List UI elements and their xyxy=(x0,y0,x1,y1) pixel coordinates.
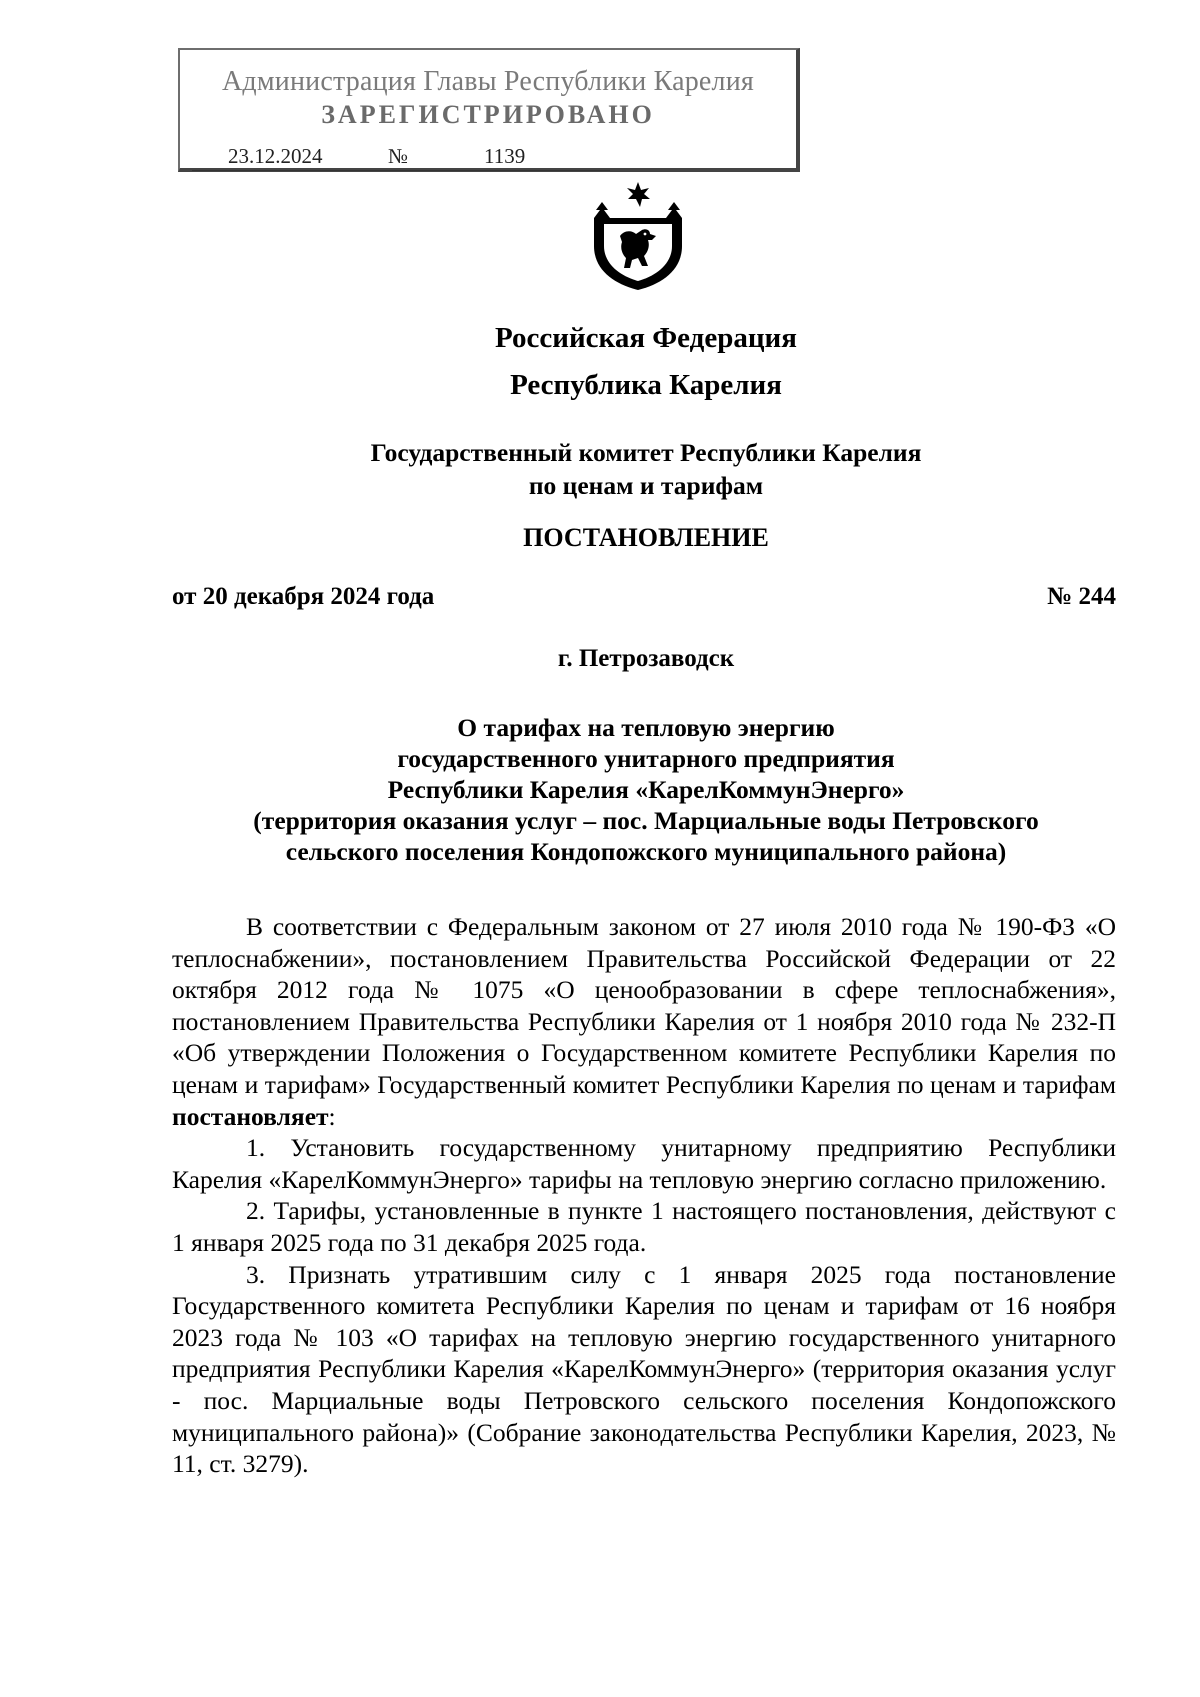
document-number: № 244 xyxy=(1047,583,1116,610)
title-line: Республики Карелия «КарелКоммунЭнерго» xyxy=(387,775,905,804)
karelia-coat-of-arms-icon xyxy=(590,180,686,292)
committee-heading-line2: по ценам и тарифам xyxy=(528,471,764,500)
document-type: ПОСТАНОВЛЕНИЕ xyxy=(523,523,769,552)
document-title xyxy=(150,712,1142,867)
stamp-number-sign: № xyxy=(388,144,409,168)
title-line: (территория оказания услуг – пос. Марциальные воды Петровского xyxy=(253,806,1039,835)
document-date: от 20 декабря 2024 года xyxy=(172,583,435,610)
preamble-paragraph xyxy=(172,911,1116,1132)
stamp-registration-row xyxy=(194,144,782,170)
republic-heading: Республика Карелия xyxy=(510,369,782,401)
decree-colon: : xyxy=(328,1101,336,1131)
title-line: государственного унитарного предприятия xyxy=(397,744,895,773)
stamp-number: 1139 xyxy=(484,144,526,168)
decree-word: постановляет xyxy=(172,1101,329,1131)
document-body xyxy=(172,911,1116,1480)
stamp-registered-label: ЗАРЕГИСТРИРОВАНО xyxy=(321,100,655,129)
item-2-paragraph: 2. Тарифы, установленные в пункте 1 настоящего постановления, действуют с 1 января 2025 года по 31 декабря 2025 года. xyxy=(172,1196,1116,1257)
item-3-paragraph: 3. Признать утратившим силу с 1 января 2025 года постановление Государственного комитета Республики Карелия по ценам и тарифам от 16 ноября 2023 года № 103 «О тарифах на тепловую энергию государственного унитарного предприятия Республики Карелия «КарелКоммунЭнерго» (территория оказания услуг - пос. Марциальные воды Петровского сельского поселения Кондопожского муниципального района)» (Собрание законодательства Республики Карелия, 2023, № 11, ст. 3279). xyxy=(172,1259,1116,1479)
title-line: сельского поселения Кондопожского муниципального района) xyxy=(285,837,1007,866)
title-line: О тарифах на тепловую энергию xyxy=(457,713,835,742)
committee-heading-line1: Государственный комитет Республики Карелия xyxy=(370,438,922,467)
stamp-date: 23.12.2024 xyxy=(228,144,323,168)
stamp-authority: Администрация Главы Республики Карелия xyxy=(222,66,754,97)
stamp-underline xyxy=(192,170,610,171)
item-1-paragraph: 1. Установить государственному унитарному предприятию Республики Карелия «КарелКоммунЭнерго» тарифы на тепловую энергию согласно приложению. xyxy=(172,1133,1116,1194)
document-city: г. Петрозаводск xyxy=(557,645,735,672)
document-date-row xyxy=(172,583,1116,615)
country-heading: Российская Федерация xyxy=(495,322,797,354)
preamble-text: В соответствии с Федеральным законом от 27 июля 2010 года № 190-ФЗ «О теплоснабжении», постановлением Правительства Российской Федерации от 22 октября 2012 года № 1075 «О ценообразовании в сфере теплоснабжения», постановлением Правительства Республики Карелия от 1 ноября 2010 года № 232-П «Об утверждении Положения о Государственном комитете Республики Карелия по ценам и тарифам» Государственный комитет Республики Карелия по ценам и тарифам xyxy=(172,912,1116,1099)
registration-stamp xyxy=(178,48,800,172)
